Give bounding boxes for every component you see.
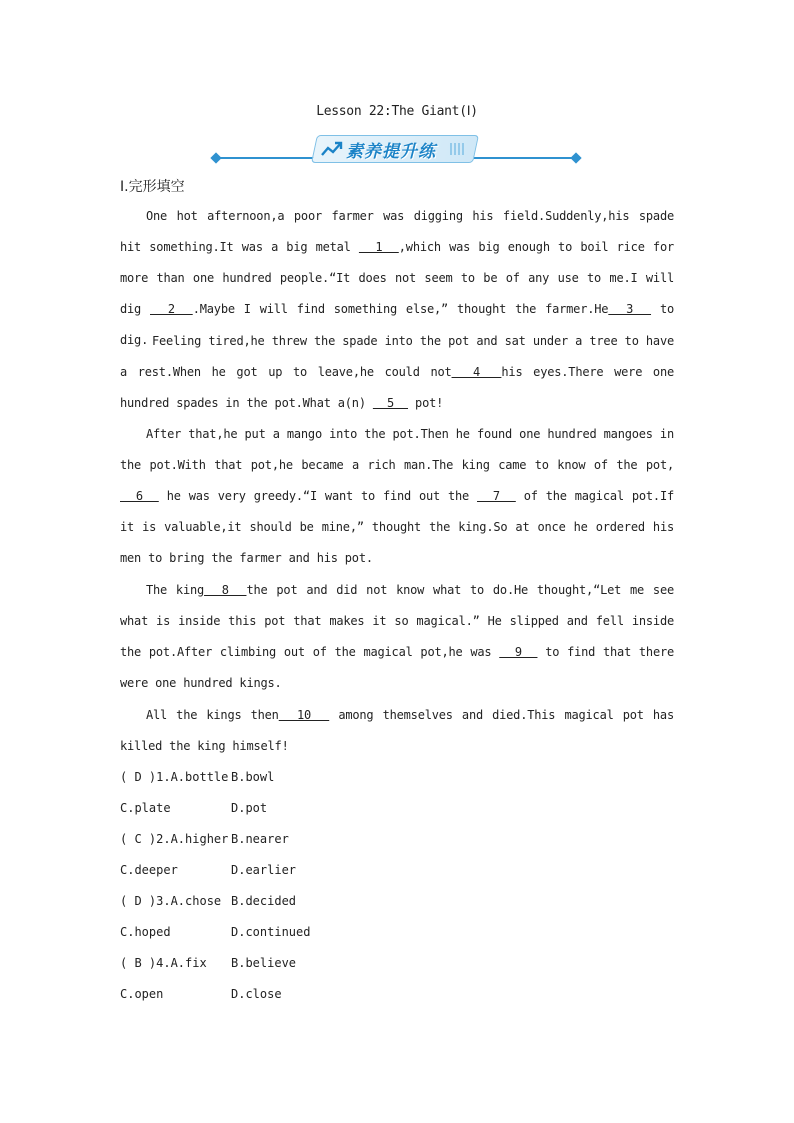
option-right: D.earlier: [231, 863, 297, 877]
passage-text: After that,he put a mango into the pot.Then he found one hundred mangoes in the pot.With that pot,he became a rich man.The king came to know of the pot,: [120, 427, 674, 472]
trend-up-icon: [320, 139, 344, 159]
option-left: ( D )3.A.chose: [120, 894, 222, 908]
section-heading: Ⅰ.完形填空: [120, 179, 185, 195]
answer-blank-2: 2: [150, 302, 193, 316]
passage-paragraph-2: [120, 326, 674, 419]
option-right: B.decided: [231, 894, 297, 908]
passage-text: to dig.: [120, 302, 675, 347]
passage-text: ,which was big enough to boil rice for more than one hundred people.“It does not seem to be of any use to me.I will dig: [120, 240, 675, 316]
banner-right-line: [474, 157, 580, 159]
answer-blank-7: 7: [477, 489, 516, 503]
banner-right-dot: [570, 152, 581, 163]
passage-text: Feeling tired,he threw the spade into the pot and sat under a tree to have a rest.When he got up to leave,he could not: [120, 334, 674, 379]
answer-blank-8: 8: [204, 583, 247, 597]
option-right: D.close: [231, 987, 282, 1001]
option-left: C.hoped: [120, 925, 171, 939]
banner-left-line: [212, 157, 314, 159]
option-right: D.continued: [231, 925, 311, 939]
answer-blank-6: 6: [120, 489, 159, 503]
option-right: D.pot: [231, 801, 268, 815]
passage-text: pot!: [408, 396, 444, 410]
answer-blank-4: 4: [451, 365, 502, 379]
passage-paragraph-3: [120, 419, 674, 574]
passage-text: One hot afternoon,a poor farmer was digging his field.Suddenly,his spade hit something.It was a big metal: [120, 209, 674, 254]
option-right: B.believe: [231, 956, 297, 970]
option-left: ( D )1.A.bottle: [120, 770, 229, 784]
passage-text: of the magical pot.If it is valuable,it should be mine,” thought the king.So at once he ordered his men to bring the farmer and his pot.: [120, 489, 674, 565]
option-left: C.open: [120, 987, 164, 1001]
passage-text: All the kings then: [146, 708, 279, 722]
passage-text: he was very greedy.“I want to find out the: [158, 489, 478, 503]
banner-stripes-icon: [448, 141, 468, 157]
banner-left-dot: [210, 152, 221, 163]
option-left: ( C )2.A.higher: [120, 832, 229, 846]
option-left: C.deeper: [120, 863, 178, 877]
passage-text: his eyes.There were one hundred spades in the pot.What a(n): [120, 365, 675, 410]
answer-blank-3: 3: [608, 302, 652, 316]
lesson-title: Lesson 22:The Giant(Ⅰ): [316, 104, 478, 119]
option-left: ( B )4.A.fix: [120, 956, 207, 970]
option-right: B.bowl: [231, 770, 275, 784]
passage-paragraph-4: [120, 575, 674, 699]
answer-blank-1: 1: [358, 240, 399, 254]
passage-text: among themselves and died.This magical pot has killed the king himself!: [120, 708, 674, 753]
answer-blank-5: 5: [372, 396, 409, 410]
passage-text: The king: [146, 583, 205, 597]
passage-paragraph-5: [120, 700, 674, 762]
passage-text: .Maybe I will find something else,” thought the farmer.He: [192, 302, 609, 316]
passage-text: to find that there were one hundred kings.: [120, 645, 675, 690]
option-right: B.nearer: [231, 832, 289, 846]
section-banner: [212, 133, 582, 165]
passage-text: the pot and did not know what to do.He thought,“Let me see what is inside this pot that makes it so magical.” He slipped and fell inside the pot.After climbing out of the magical pot,he was: [120, 583, 674, 659]
banner-text: 素养提升练: [346, 142, 436, 162]
answer-blank-9: 9: [499, 645, 538, 659]
answer-blank-10: 10: [278, 708, 330, 722]
option-left: C.plate: [120, 801, 171, 815]
